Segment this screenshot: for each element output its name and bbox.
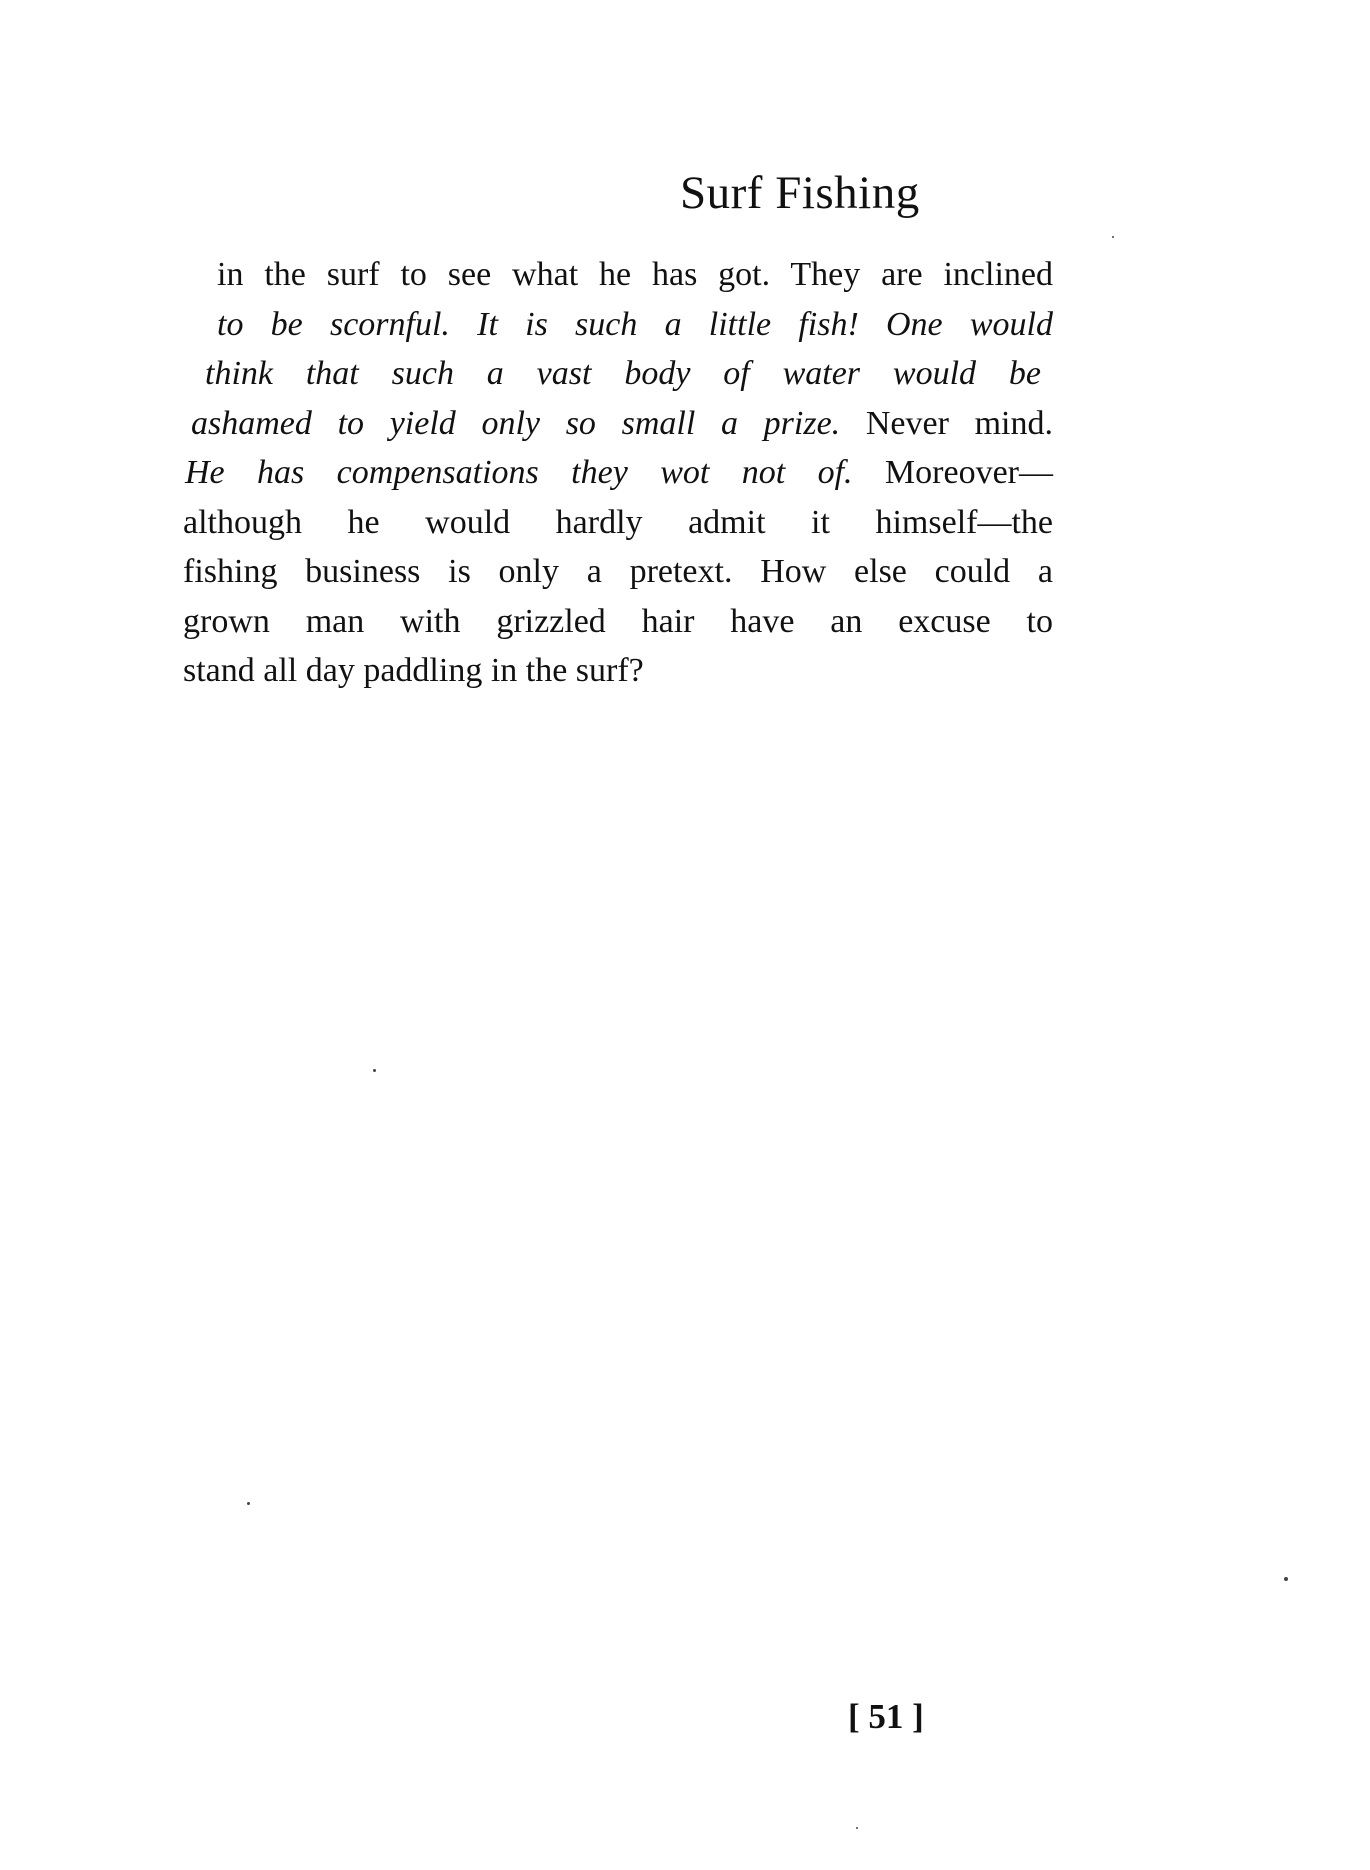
- scan-speck: [373, 1069, 376, 1072]
- text-line: [185, 448, 1053, 498]
- text-line: [191, 399, 1053, 449]
- text-line-italic-segment: ashamed to yield only so small a prize.: [191, 404, 841, 442]
- scan-speck: [247, 1502, 250, 1505]
- text-line: in the surf to see what he has got. They are inclined: [217, 256, 1053, 293]
- text-line: grown man with grizzled hair have an excuse to: [183, 602, 1053, 640]
- text-line: fishing business is only a pretext. How else could a: [183, 553, 1053, 590]
- text-line-italic-segment: He has compensations they wot not of.: [185, 454, 853, 491]
- text-line: although he would hardly admit it himself—the: [183, 503, 1053, 541]
- page-number: [ 51 ]: [848, 1697, 924, 1736]
- text-line-roman-segment: Moreover—: [852, 454, 1053, 491]
- text-line: stand all day paddling in the surf?: [183, 652, 644, 689]
- scan-speck: [1112, 236, 1114, 238]
- text-line: think that such a vast body of water would be: [205, 355, 1041, 392]
- scan-speck: [856, 1827, 858, 1829]
- scan-speck: [1284, 1577, 1288, 1581]
- running-head: Surf Fishing: [680, 167, 920, 219]
- text-line-roman-segment: Never mind.: [840, 404, 1054, 442]
- text-line: to be scornful. It is such a little fish! One would: [217, 305, 1053, 343]
- body-paragraph: [183, 250, 1053, 696]
